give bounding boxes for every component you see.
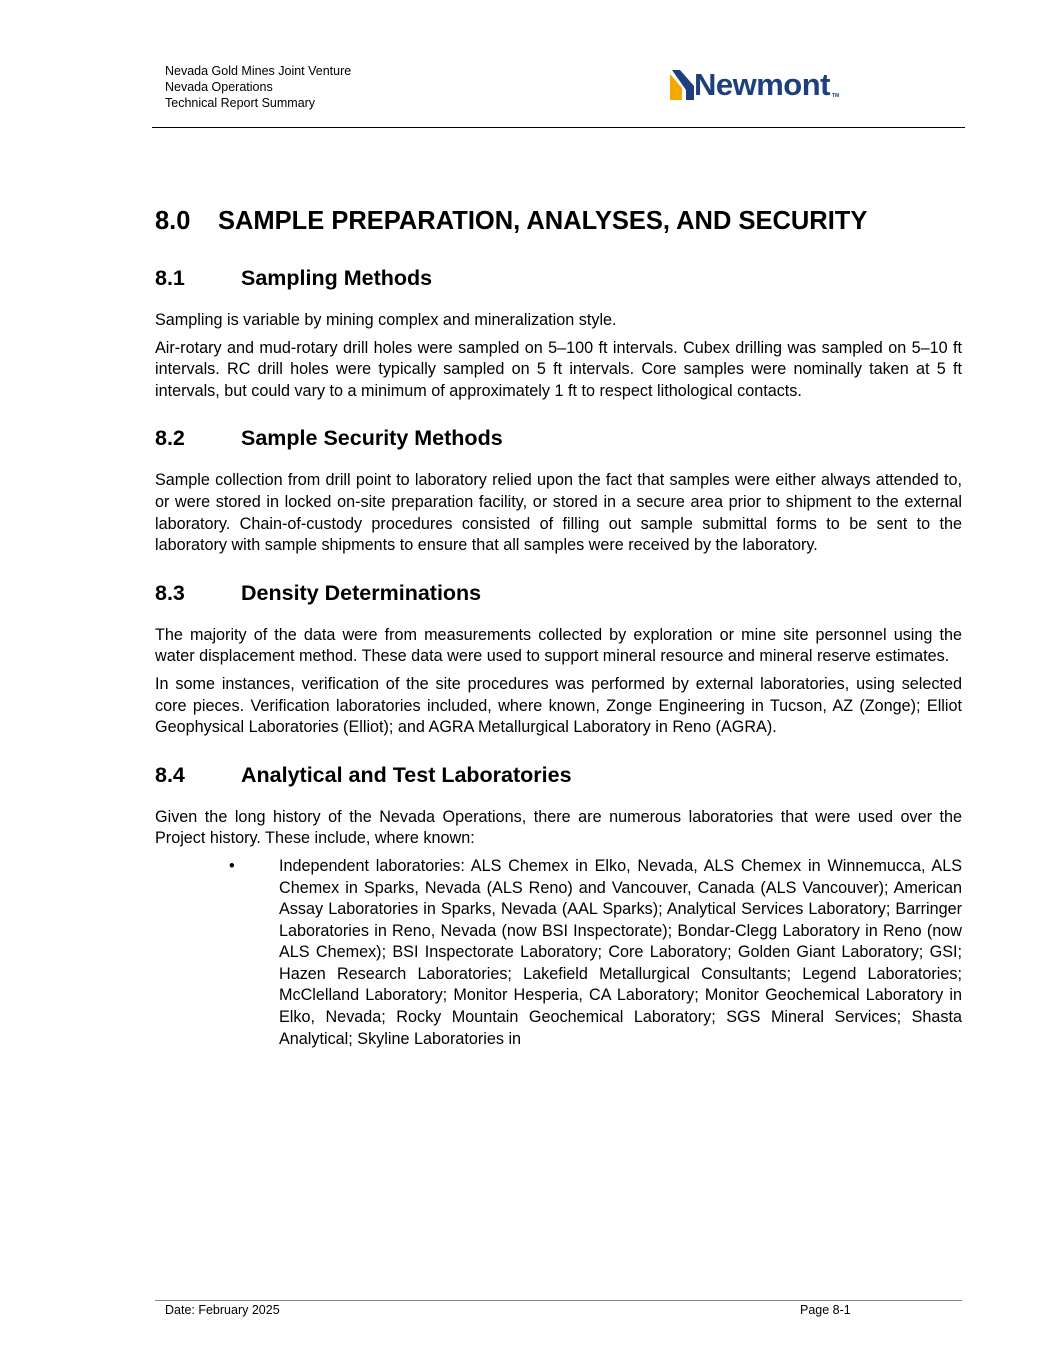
bullet-icon: •	[229, 856, 235, 875]
subsection-number: 8.3	[155, 580, 185, 605]
header-info	[165, 63, 351, 111]
list-item-text: Independent laboratories: ALS Chemex in Elko, Nevada, ALS Chemex in Winnemucca, ALS Chemex in Sparks, Nevada (ALS Reno) and Vancouver, Canada (ALS Vancouver); American Assay Laboratories in Sparks, Nevada (AAL Sparks); Analytical Services Laboratory; Barringer Laboratories in Reno, Nevada (now BSI Inspectorate); Bondar-Clegg Laboratory in Reno (now ALS Chemex); BSI Inspectorate Laboratory; Core Laboratory; Golden Giant Laboratory; GSI; Hazen Research Laboratories; Lakefield Metallurgical Consultants; Legend Laboratories; McClelland Laboratory; Monitor Hesperia, CA Laboratory; Monitor Geochemical Laboratory in Elko, Nevada; Rocky Mountain Geochemical Laboratory; SGS Mineral Services; Shasta Analytical; Skyline Laboratories in	[279, 856, 962, 1048]
paragraph: Sampling is variable by mining complex and mineralization style.	[155, 311, 617, 329]
subsection-title: Analytical and Test Laboratories	[241, 762, 572, 787]
subsection-number: 8.4	[155, 762, 185, 787]
header-line-operations: Nevada Operations	[165, 80, 273, 94]
subsection-number: 8.1	[155, 266, 185, 290]
subsection-number: 8.2	[155, 426, 185, 451]
page-content	[155, 205, 962, 1050]
subsection-heading-8-2	[155, 424, 962, 452]
paragraph: In some instances, verification of the site procedures was performed by external laboratories, using selected core pieces. Verification laboratories included, where known, Zonge Engineering in Tucson, AZ (Zonge); Elliot Geophysical Laboratories (Elliot); and AGRA Metallurgical Laboratory in Reno (AGRA).	[155, 674, 962, 737]
header-line-company: Nevada Gold Mines Joint Venture	[165, 64, 352, 78]
logo-trademark: TM	[832, 93, 840, 99]
footer-date: Date: February 2025	[165, 1303, 280, 1317]
subsection-heading-8-1	[155, 264, 962, 292]
paragraph: Given the long history of the Nevada Operations, there are numerous laboratories that were used over the Project history. These include, where known:	[155, 807, 962, 848]
paragraph: The majority of the data were from measurements collected by exploration or mine site personnel using the water displacement method. These data were used to support mineral resource and mineral reserve estimates.	[155, 625, 962, 666]
subsection-title: Sampling Methods	[241, 266, 433, 290]
paragraph: Air-rotary and mud-rotary drill holes were sampled on 5–100 ft intervals. Cubex drilling was sampled on 5–10 ft intervals. RC drill holes were typically sampled on 5 ft intervals. Core samples were nominally taken at 5 ft intervals, but could vary to a minimum of approximately 1 ft to respect lithological contacts.	[155, 338, 962, 400]
subsection-title: Density Determinations	[241, 580, 482, 605]
newmont-n-mark-icon	[670, 70, 694, 100]
footer-divider	[155, 1300, 962, 1301]
newmont-logo	[670, 68, 839, 102]
section-heading	[155, 205, 962, 237]
laboratory-list	[155, 856, 962, 1050]
list-item	[155, 856, 962, 1050]
section-title: SAMPLE PREPARATION, ANALYSES, AND SECURITY	[218, 207, 868, 235]
page-number: Page 8-1	[800, 1303, 851, 1317]
section-number: 8.0	[155, 207, 191, 235]
header-line-report: Technical Report Summary	[165, 96, 316, 110]
subsection-heading-8-4	[155, 761, 962, 789]
header-divider	[152, 127, 965, 128]
logo-wordmark: Newmont	[694, 67, 830, 102]
subsection-heading-8-3	[155, 579, 962, 607]
paragraph: Sample collection from drill point to laboratory relied upon the fact that samples were either always attended to, or were stored in locked on-site preparation facility, or stored in a secure area prior to shipment to the external laboratory. Chain-of-custody procedures consisted of filling out sample submittal forms to be sent to the laboratory with sample shipments to ensure that all samples were received by the laboratory.	[155, 471, 962, 555]
subsection-title: Sample Security Methods	[241, 426, 503, 451]
